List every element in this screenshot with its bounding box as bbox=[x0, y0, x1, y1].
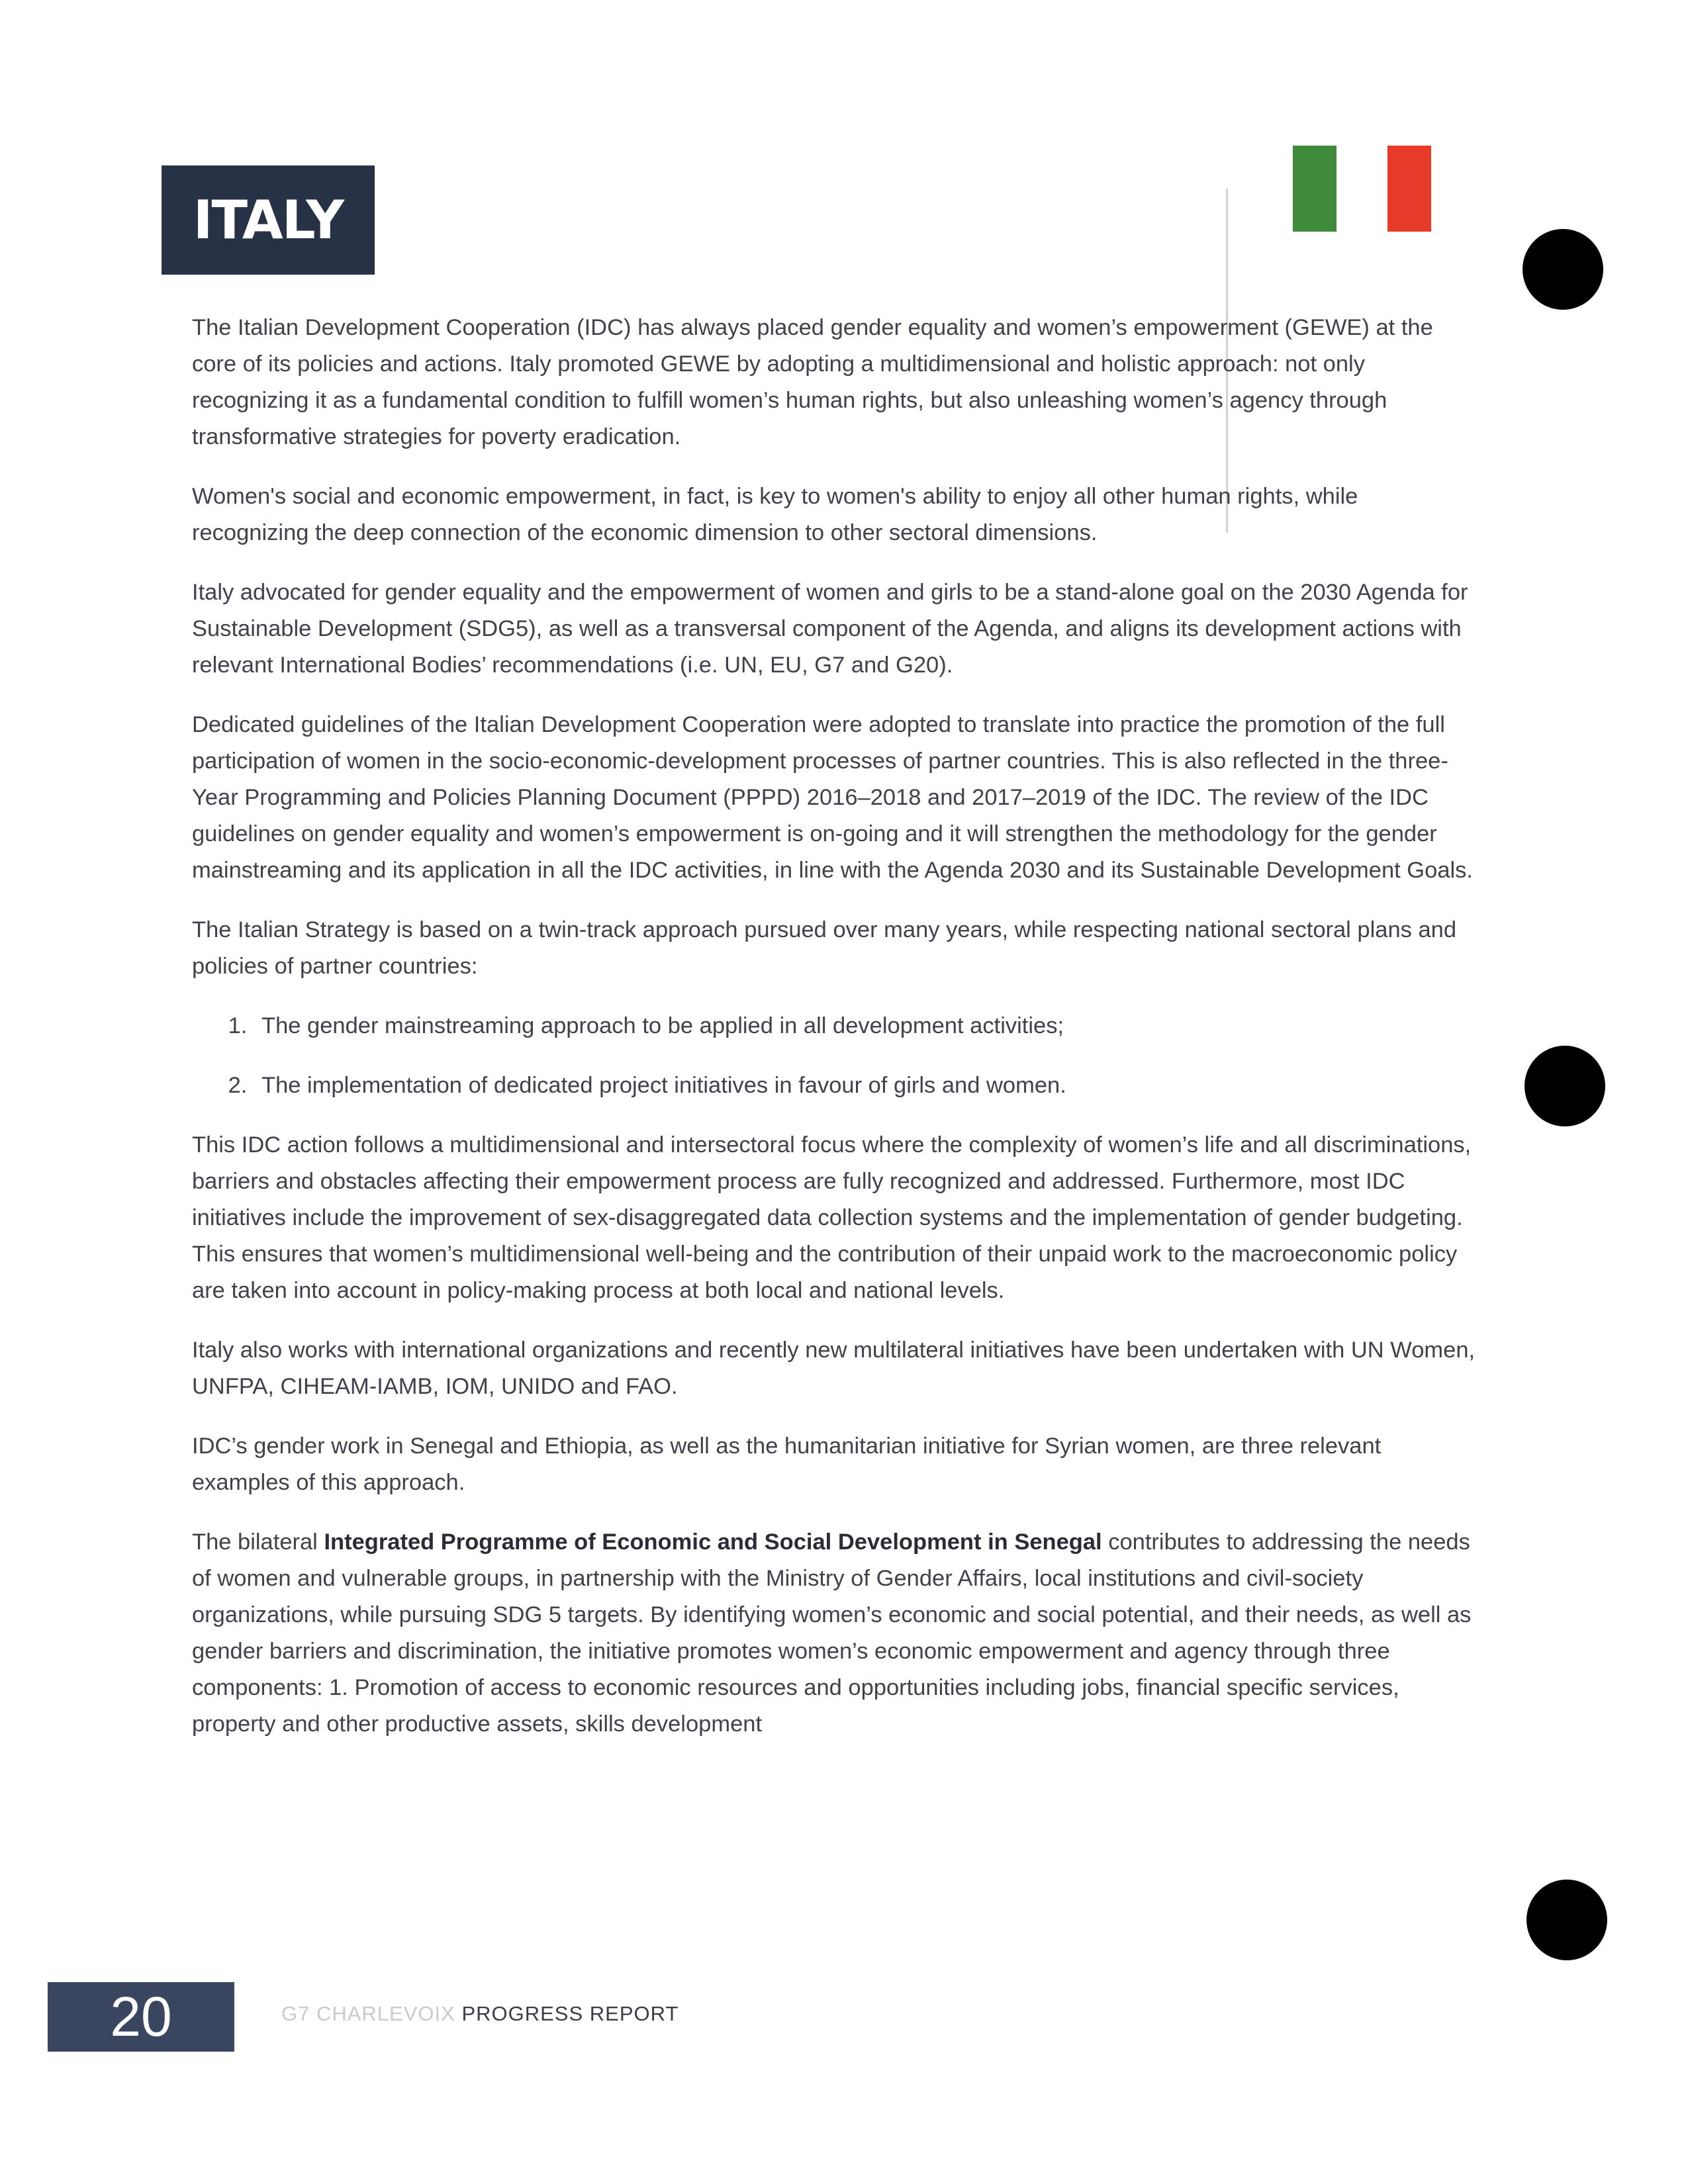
paragraph: Dedicated guidelines of the Italian Development Cooperation were adopted to translate into practice the promotion of the full participation of women in the socio-economic-development processes of partner countries. This is also reflected in the three-Year Programming and Policies Planning Document (PPPD) 2016–2018 and 2017–2019 of the IDC. The review of the IDC guidelines on gender equality and women’s empowerment is on-going and it will strengthen the methodology for the gender mainstreaming and its application in all the IDC activities, in line with the Agenda 2030 and its Sustainable Development Goals. bbox=[192, 712, 1474, 883]
paragraph-text: contributes to addressing the needs of women and vulnerable groups, in partnership with the Ministry of Gender Affairs, local institutions and civil-society organizations, while pursuing SDG 5 targets. By identifying women’s economic and social potential, and their needs, as well as gender barriers and discrimination, the initiative promotes women’s economic empowerment and agency through three components: 1. Promotion of access to economic resources and opportunities including jobs, financial specific services, property and other productive assets, skills development bbox=[192, 1529, 1472, 1737]
paragraph: The Italian Strategy is based on a twin-track approach pursued over many years, while respecting national sectoral plans and policies of partner countries: bbox=[192, 917, 1457, 979]
paragraph: Women's social and economic empowerment, in fact, is key to women's ability to enjoy all other human rights, while recognizing the deep connection of the economic dimension to other sectoral dimensions. bbox=[192, 484, 1358, 545]
punch-hole bbox=[1526, 1880, 1607, 1960]
footer-label bbox=[281, 2002, 679, 2026]
punch-hole bbox=[1524, 1046, 1605, 1126]
programme-name: Integrated Programme of Economic and Social Development in Senegal bbox=[324, 1529, 1102, 1555]
paragraph-text: The bilateral bbox=[192, 1529, 324, 1555]
paragraph: This IDC action follows a multidimensional and intersectoral focus where the complexity of women’s life and all discriminations, barriers and obstacles affecting their empowerment process are fully recognized and addressed. Furthermore, most IDC initiatives include the improvement of sex-disaggregated data collection systems and the implementation of gender budgeting. This ensures that women’s multidimensional well-being and the contribution of their unpaid work to the macroeconomic policy are taken into account in policy-making process at both local and national levels. bbox=[192, 1132, 1472, 1303]
page-number: 20 bbox=[48, 1982, 234, 2052]
paragraph bbox=[192, 1524, 1479, 1743]
punch-hole bbox=[1523, 229, 1603, 310]
paragraph: Italy advocated for gender equality and the empowerment of women and girls to be a stand-alone goal on the 2030 Agenda for Sustainable Development (SDG5), as well as a transversal component of the Agenda, and aligns its development actions with relevant International Bodies’ recommendations (i.e. UN, EU, G7 and G20). bbox=[192, 580, 1468, 678]
italy-flag-red-stripe bbox=[1387, 146, 1431, 232]
footer-faded-text: G7 CHARLEVOIX bbox=[281, 2002, 455, 2025]
footer-report-label: PROGRESS REPORT bbox=[461, 2002, 679, 2025]
paragraph: The Italian Development Cooperation (IDC) has always placed gender equality and women’s empowerment (GEWE) at the core of its policies and actions. Italy promoted GEWE by adopting a multidimensional and holistic approach: not only recognizing it as a fundamental condition to fulfill women’s human rights, but also unleashing women’s agency through transformative strategies for poverty eradication. bbox=[192, 315, 1433, 449]
country-title: ITALY bbox=[162, 165, 375, 275]
italy-flag-green-stripe bbox=[1293, 146, 1336, 232]
body-text bbox=[192, 310, 1479, 1766]
list-item: 1. The gender mainstreaming approach to be applied in all development activities; bbox=[254, 1008, 1479, 1044]
twin-track-list bbox=[192, 1008, 1479, 1104]
paragraph: Italy also works with international organizations and recently new multilateral initiatives have been undertaken with UN Women, UNFPA, CIHEAM-IAMB, IOM, UNIDO and FAO. bbox=[192, 1338, 1476, 1399]
list-item: 2. The implementation of dedicated project initiatives in favour of girls and women. bbox=[254, 1068, 1479, 1104]
paragraph: IDC’s gender work in Senegal and Ethiopia, as well as the humanitarian initiative for Syrian women, are three relevant examples of this approach. bbox=[192, 1433, 1382, 1495]
